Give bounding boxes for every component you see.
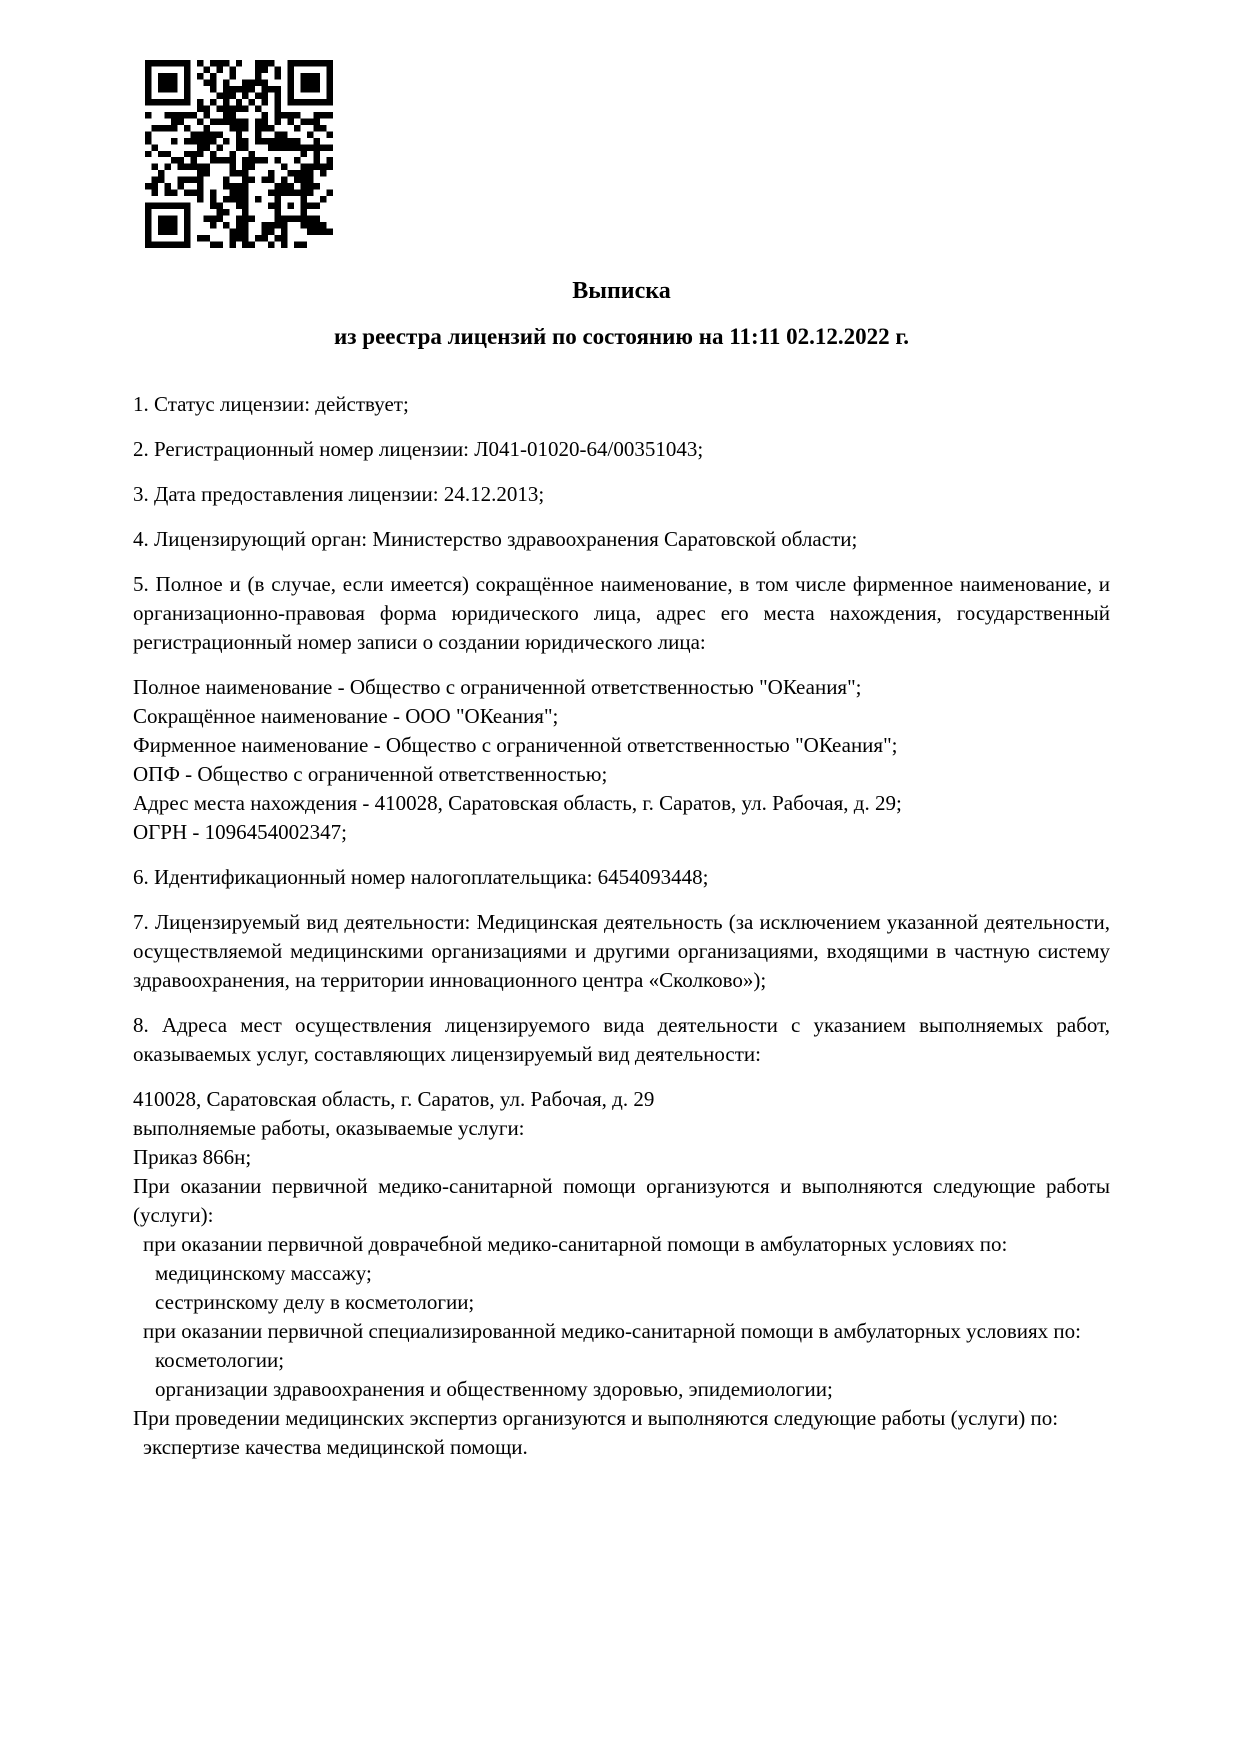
work-address-block <box>133 1085 1110 1462</box>
work-address: 410028, Саратовская область, г. Саратов, ул. Рабочая, д. 29 <box>133 1087 655 1111</box>
service-quality-expertise: экспертизе качества медицинской помощи. <box>143 1435 528 1459</box>
qr-code-icon <box>145 60 333 248</box>
license-addresses-intro: 8. Адреса мест осуществления лицензируемого вида деятельности с указанием выполняемых работ, оказываемых услуг, составляющих лицензируемый вид деятельности: <box>133 1013 1110 1066</box>
org-details-block <box>133 673 1110 847</box>
license-reg-number: 2. Регистрационный номер лицензии: Л041-01020-64/00351043; <box>133 437 704 461</box>
license-grant-date: 3. Дата предоставления лицензии: 24.12.2013; <box>133 482 545 506</box>
primary-care-intro: При оказании первичной медико-санитарной помощи организуются и выполняются следующие работы (услуги): <box>133 1174 1110 1227</box>
org-full-name: Полное наименование - Общество с ограниченной ответственностью "ОКеания"; <box>133 675 862 699</box>
service-health-org: организации здравоохранения и общественному здоровью, эпидемиологии; <box>155 1377 833 1401</box>
service-nursing-cosmetology: сестринскому делу в косметологии; <box>155 1290 475 1314</box>
license-inn: 6. Идентификационный номер налогоплательщика: 6454093448; <box>133 865 709 889</box>
specialized-intro: при оказании первичной специализированной медико-санитарной помощи в амбулаторных условиях по: <box>143 1319 1082 1343</box>
license-status: 1. Статус лицензии: действует; <box>133 392 409 416</box>
works-header: выполняемые работы, оказываемые услуги: <box>133 1116 525 1140</box>
service-cosmetology: косметологии; <box>155 1348 285 1372</box>
org-short-name: Сокращённое наименование - ООО "ОКеания"; <box>133 704 559 728</box>
org-brand-name: Фирменное наименование - Общество с ограниченной ответственностью "ОКеания"; <box>133 733 898 757</box>
org-address: Адрес места нахождения - 410028, Саратовская область, г. Саратов, ул. Рабочая, д. 29; <box>133 791 902 815</box>
license-org-intro: 5. Полное и (в случае, если имеется) сокращённое наименование, в том числе фирменное наименование, и организационно-правовая форма юридического лица, адрес его места нахождения, государственный регистрационный номер записи о создании юридического лица: <box>133 572 1110 654</box>
org-opf: ОПФ - Общество с ограниченной ответственностью; <box>133 762 608 786</box>
license-authority: 4. Лицензирующий орган: Министерство здравоохранения Саратовской области; <box>133 527 858 551</box>
order-ref: Приказ 866н; <box>133 1145 252 1169</box>
document-subtitle: из реестра лицензий по состоянию на 11:11 02.12.2022 г. <box>334 324 909 349</box>
pre-doctor-intro: при оказании первичной доврачебной медико-санитарной помощи в амбулаторных условиях по: <box>143 1232 1008 1256</box>
document-title: Выписка <box>572 278 671 304</box>
license-activity-type: 7. Лицензируемый вид деятельности: Медицинская деятельность (за исключением указанной деятельности, осуществляемой медицинскими организациями и другими организациями, входящими в частную систему здравоохранения, на территории инновационного центра «Сколково»); <box>133 910 1110 992</box>
document-body <box>133 276 1110 1462</box>
org-ogrn: ОГРН - 1096454002347; <box>133 820 347 844</box>
expertise-intro: При проведении медицинских экспертиз организуются и выполняются следующие работы (услуги) по: <box>133 1406 1059 1430</box>
service-massage: медицинскому массажу; <box>155 1261 372 1285</box>
